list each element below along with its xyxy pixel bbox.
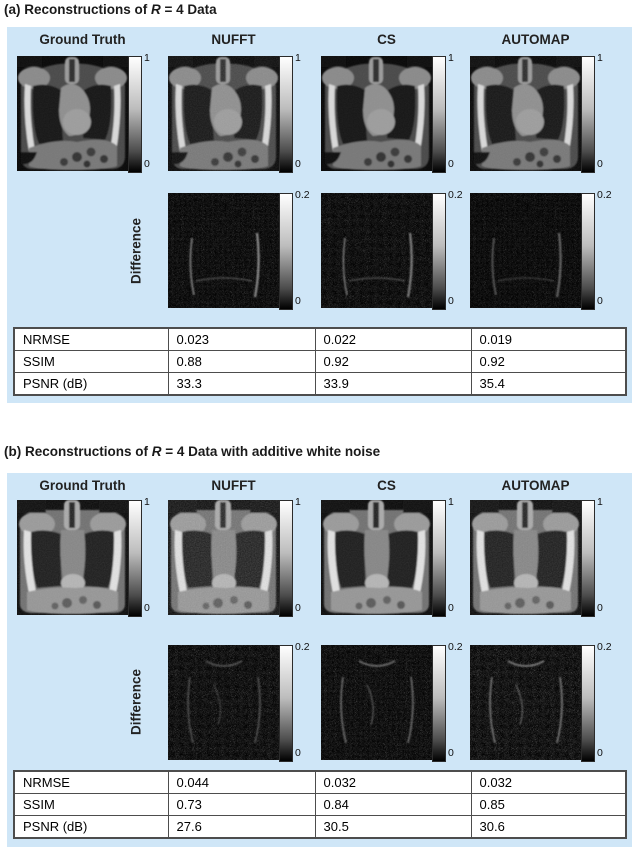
colorbar xyxy=(279,56,293,173)
colorbar-min-label: 0 xyxy=(597,158,603,170)
metric-value: 0.032 xyxy=(471,771,626,794)
colorbar-max-label: 0.2 xyxy=(448,189,463,201)
colorbar-min-label: 0 xyxy=(295,295,301,307)
colorbar xyxy=(128,500,142,617)
column-header-automap: AUTOMAP xyxy=(501,32,570,47)
colorbar-max-label: 1 xyxy=(448,52,454,64)
colorbar xyxy=(279,193,293,310)
difference-image-cs xyxy=(321,645,432,760)
metric-value: 27.6 xyxy=(168,816,315,839)
panel-a-title-prefix: (a) Reconstructions of xyxy=(4,2,152,17)
mri-image-cs xyxy=(321,500,432,615)
colorbar-min-label: 0 xyxy=(295,158,301,170)
metric-row-psnr xyxy=(14,373,626,396)
column-header-cs: CS xyxy=(377,32,396,47)
metric-value: 33.9 xyxy=(315,373,471,396)
difference-image-automap xyxy=(470,193,581,308)
metric-value: 33.3 xyxy=(168,373,315,396)
metrics-table-b xyxy=(13,770,627,839)
colorbar-max-label: 1 xyxy=(597,496,603,508)
colorbar xyxy=(581,56,595,173)
colorbar-max-label: 1 xyxy=(144,496,150,508)
difference-image-nufft xyxy=(168,193,279,308)
metric-row-nrmse xyxy=(14,328,626,351)
panel-b-title xyxy=(4,444,380,459)
colorbar-max-label: 0.2 xyxy=(597,641,612,653)
difference-image-automap xyxy=(470,645,581,760)
colorbar-min-label: 0 xyxy=(448,295,454,307)
column-header-nufft: NUFFT xyxy=(211,32,256,47)
panel-a-title xyxy=(4,2,217,17)
mri-image-ground-truth xyxy=(17,56,128,171)
difference-row-label: Difference xyxy=(128,217,144,285)
colorbar xyxy=(432,645,446,762)
metric-value: 30.5 xyxy=(315,816,471,839)
colorbar xyxy=(432,56,446,173)
metric-row-nrmse xyxy=(14,771,626,794)
mri-image-nufft xyxy=(168,56,279,171)
panel-b-title-prefix: (b) Reconstructions of xyxy=(4,444,152,459)
colorbar-max-label: 1 xyxy=(144,52,150,64)
colorbar-max-label: 1 xyxy=(448,496,454,508)
colorbar-max-label: 1 xyxy=(295,52,301,64)
colorbar-min-label: 0 xyxy=(144,602,150,614)
panel-a-title-suffix: = 4 Data xyxy=(160,2,217,17)
metric-value: 30.6 xyxy=(471,816,626,839)
colorbar-min-label: 0 xyxy=(448,747,454,759)
metric-row-ssim xyxy=(14,794,626,816)
colorbar-min-label: 0 xyxy=(295,602,301,614)
mri-image-automap xyxy=(470,500,581,615)
metric-label: NRMSE xyxy=(14,328,168,351)
mri-image-ground-truth xyxy=(17,500,128,615)
metric-label: NRMSE xyxy=(14,771,168,794)
metric-value: 0.023 xyxy=(168,328,315,351)
colorbar-max-label: 0.2 xyxy=(295,189,310,201)
colorbar-min-label: 0 xyxy=(597,295,603,307)
colorbar-min-label: 0 xyxy=(597,747,603,759)
column-header-automap: AUTOMAP xyxy=(501,478,570,493)
metric-value: 0.044 xyxy=(168,771,315,794)
difference-row-label: Difference xyxy=(128,668,144,736)
difference-image-nufft xyxy=(168,645,279,760)
difference-image-cs xyxy=(321,193,432,308)
colorbar-min-label: 0 xyxy=(144,158,150,170)
metric-value: 0.88 xyxy=(168,351,315,373)
metric-label: PSNR (dB) xyxy=(14,816,168,839)
mri-image-automap xyxy=(470,56,581,171)
colorbar-max-label: 1 xyxy=(295,496,301,508)
colorbar-min-label: 0 xyxy=(448,158,454,170)
metric-value: 0.022 xyxy=(315,328,471,351)
mri-image-nufft xyxy=(168,500,279,615)
metrics-table-a xyxy=(13,327,627,396)
colorbar xyxy=(581,500,595,617)
colorbar-min-label: 0 xyxy=(597,602,603,614)
colorbar-min-label: 0 xyxy=(295,747,301,759)
column-header-nufft: NUFFT xyxy=(211,478,256,493)
metric-row-psnr xyxy=(14,816,626,839)
panel-b-title-variable: R xyxy=(151,444,162,459)
column-header-ground-truth: Ground Truth xyxy=(39,32,126,47)
colorbar xyxy=(581,193,595,310)
panel-b-title-suffix: = 4 Data with additive white noise xyxy=(161,444,381,459)
colorbar xyxy=(581,645,595,762)
colorbar xyxy=(432,193,446,310)
column-header-cs: CS xyxy=(377,478,396,493)
metric-value: 0.92 xyxy=(471,351,626,373)
metric-value: 0.73 xyxy=(168,794,315,816)
colorbar xyxy=(279,500,293,617)
metric-row-ssim xyxy=(14,351,626,373)
metric-value: 0.84 xyxy=(315,794,471,816)
metric-value: 35.4 xyxy=(471,373,626,396)
metric-value: 0.019 xyxy=(471,328,626,351)
colorbar-min-label: 0 xyxy=(448,602,454,614)
colorbar-max-label: 0.2 xyxy=(448,641,463,653)
colorbar-max-label: 1 xyxy=(597,52,603,64)
column-header-ground-truth: Ground Truth xyxy=(39,478,126,493)
colorbar-max-label: 0.2 xyxy=(295,641,310,653)
colorbar xyxy=(128,56,142,173)
panel-a-title-variable: R xyxy=(151,2,161,17)
metric-label: SSIM xyxy=(14,351,168,373)
colorbar xyxy=(432,500,446,617)
metric-label: PSNR (dB) xyxy=(14,373,168,396)
mri-image-cs xyxy=(321,56,432,171)
metric-value: 0.032 xyxy=(315,771,471,794)
metric-value: 0.85 xyxy=(471,794,626,816)
colorbar-max-label: 0.2 xyxy=(597,189,612,201)
colorbar xyxy=(279,645,293,762)
metric-label: SSIM xyxy=(14,794,168,816)
metric-value: 0.92 xyxy=(315,351,471,373)
